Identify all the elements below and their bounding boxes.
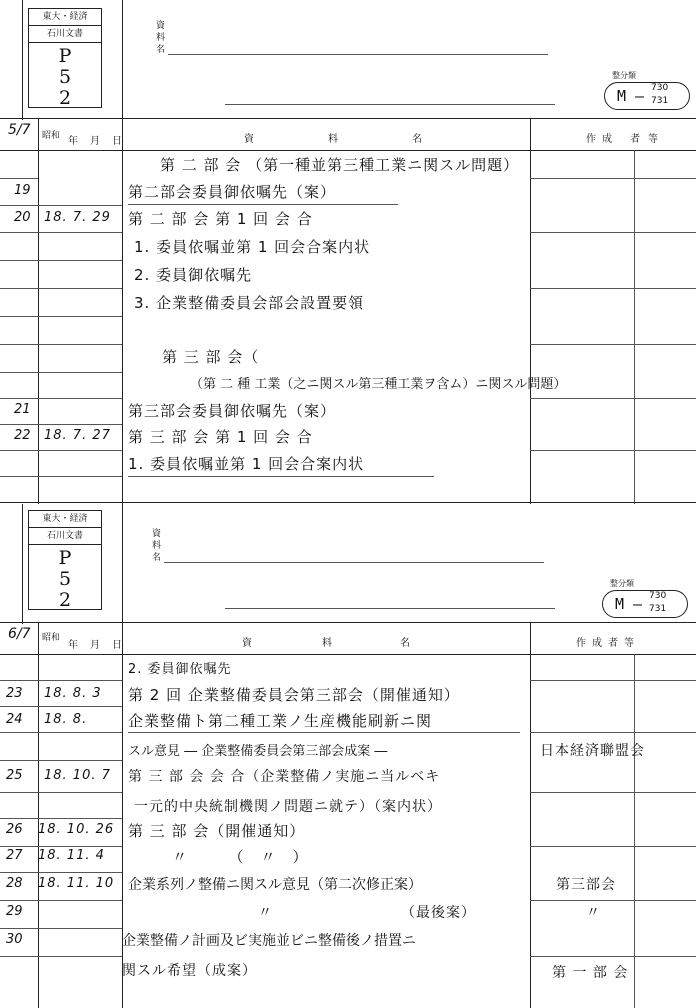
list-item: 1. 委員依嘱並第 1 回会合案内状 (128, 455, 365, 473)
year-label: 年 (68, 640, 78, 651)
row-rule (530, 288, 696, 289)
page-stamp: 6/7 (8, 626, 31, 642)
item-date: 18. 8. (44, 712, 88, 727)
item-number: 25 (6, 768, 23, 783)
title-header-2: 料 (328, 134, 338, 145)
list-item: 第二部会委員御依嘱先（案） (128, 183, 337, 201)
row-rule (530, 680, 696, 681)
item-number: 24 (6, 712, 23, 727)
author-header-1: 作 (576, 638, 586, 649)
row-rule (0, 424, 122, 425)
list-item: 企業整備ト第二種工業ノ生産機能刷新ニ関 (128, 712, 433, 730)
list-item: 2. 委員御依嘱先 (128, 662, 232, 677)
class-code-top: 730 (651, 83, 669, 93)
margin-line (22, 504, 23, 624)
row-rule (530, 792, 696, 793)
row-rule (0, 205, 122, 206)
header-top-line (0, 118, 696, 119)
underline (128, 732, 520, 733)
row-rule (0, 476, 122, 477)
day-label: 日 (112, 640, 122, 651)
material-label-2: 料 (152, 541, 162, 551)
author-header-3: 者 (630, 134, 640, 145)
material-label-2: 料 (156, 33, 166, 43)
list-item: （第 二 種 工業（之ニ関スル第三種工業ヲ含ム）ニ関スル問題） (190, 377, 567, 392)
class-code-main: M — (617, 87, 645, 105)
row-rule (0, 928, 122, 929)
day-label: 日 (112, 136, 122, 147)
item-date: 18. 11. 4 (38, 848, 105, 863)
material-underline (164, 562, 544, 563)
item-author: 日本経済聯盟会 (540, 743, 645, 759)
row-rule (0, 260, 122, 261)
list-item: 2. 委員御依嘱先 (134, 266, 253, 284)
item-number: 26 (6, 822, 23, 837)
author-header-4: 等 (648, 134, 658, 145)
title-header-1: 資 (242, 638, 252, 649)
header-bottom-line (0, 654, 696, 655)
row-rule (530, 846, 696, 847)
class-label: 整分類 (612, 71, 636, 80)
material-label-3: 名 (156, 45, 166, 55)
column-divider (38, 118, 39, 504)
archive-label: 東大・経済 (29, 9, 101, 26)
column-divider (530, 118, 531, 504)
row-rule (0, 344, 122, 345)
item-number: 27 (6, 848, 23, 863)
header-bottom-line (0, 150, 696, 151)
material-underline (168, 54, 548, 55)
row-rule (0, 178, 38, 179)
item-date: 18. 7. 27 (44, 428, 111, 443)
author-header-3: 者 (608, 638, 618, 649)
list-item: 〃 （最後案） (258, 905, 476, 921)
title-header-1: 資 (244, 134, 254, 145)
list-item: 企業系列ノ整備ニ関スル意見（第二次修正案） (128, 877, 422, 893)
archive-name: 石川文書 (29, 26, 101, 43)
row-rule (0, 372, 122, 373)
author-header-4: 等 (624, 638, 634, 649)
row-rule (0, 316, 122, 317)
archive-code-2: 5 (58, 568, 72, 590)
archive-code-1: P (58, 45, 72, 67)
column-divider (634, 654, 635, 1008)
month-label: 月 (90, 640, 100, 651)
material-underline (225, 608, 555, 609)
row-rule (0, 706, 122, 707)
list-item: 企業整備ノ計画及ビ実施並ビニ整備後ノ措置ニ (122, 933, 416, 949)
class-label: 整分類 (610, 579, 634, 588)
item-author: 第 一 部 会 (552, 965, 629, 981)
item-number: 20 (14, 210, 31, 225)
list-item: 第 三 部 会（開催通知） (128, 822, 306, 840)
author-header-2: 成 (602, 134, 612, 145)
era-label: 昭和 (42, 131, 61, 141)
row-rule (530, 178, 696, 179)
row-rule (0, 846, 122, 847)
item-number: 23 (6, 686, 23, 701)
header-top-line (0, 622, 696, 623)
archive-code-2: 5 (58, 66, 72, 88)
list-item: 〃 （ 〃 ） (172, 848, 309, 866)
author-header-1: 作 (586, 134, 596, 145)
row-rule (0, 818, 122, 819)
list-item: 第 三 部 会 会 合（企業整備ノ実施ニ当ルベキ (128, 769, 441, 785)
row-rule (530, 900, 696, 901)
row-rule (530, 956, 696, 957)
item-number: 28 (6, 876, 23, 891)
row-rule (0, 956, 122, 957)
list-item: 第 二 部 会 （第一種並第三種工業ニ関スル問題） (160, 156, 520, 174)
row-rule (0, 792, 122, 793)
class-code-bottom: 731 (649, 604, 667, 614)
item-author: 〃 (586, 905, 600, 921)
title-header-3: 名 (412, 134, 422, 145)
row-rule (0, 872, 122, 873)
list-item: 第 三 部 会 第 1 回 会 合 (128, 428, 313, 446)
row-rule (0, 900, 122, 901)
class-code-top: 730 (649, 591, 667, 601)
era-label: 昭和 (42, 633, 61, 643)
item-number: 29 (6, 904, 23, 919)
column-divider (122, 622, 123, 1008)
author-header-2: 成 (592, 638, 602, 649)
margin-line (122, 504, 123, 624)
underline (128, 204, 398, 205)
item-author: 第三部会 (556, 877, 616, 893)
item-date: 18. 10. 26 (38, 822, 115, 837)
archive-id-box (28, 8, 102, 108)
material-underline (225, 104, 555, 105)
list-item: スル意見 ― 企業整備委員会第三部会成案 ― (128, 744, 388, 759)
archive-label: 東大・経済 (29, 511, 101, 528)
item-number: 21 (14, 402, 31, 417)
row-rule (0, 680, 122, 681)
row-rule (530, 232, 696, 233)
row-rule (0, 732, 122, 733)
row-rule (530, 398, 696, 399)
list-item: 第 三 部 会（ (162, 348, 260, 366)
item-number: 19 (14, 183, 31, 198)
item-date: 18. 8. 3 (44, 686, 102, 701)
list-item: 第 二 部 会 第 1 回 会 合 (128, 210, 313, 228)
underline (128, 476, 434, 477)
archive-code-3: 2 (58, 87, 72, 109)
list-item: 第三部会委員御依嘱先（案） (128, 402, 337, 420)
index-sheet-2 (0, 504, 696, 1008)
list-item: 第 2 回 企業整備委員会第三部会（開催通知） (128, 686, 460, 704)
page-stamp: 5/7 (8, 122, 31, 138)
item-date: 18. 7. 29 (44, 210, 111, 225)
list-item: 一元的中央統制機関ノ問題ニ就テ）（案内状） (134, 799, 442, 815)
item-date: 18. 11. 10 (38, 876, 115, 891)
archive-code-3: 2 (58, 589, 72, 611)
row-rule (0, 450, 122, 451)
row-rule (0, 232, 122, 233)
class-code-oval (602, 590, 688, 618)
row-rule (530, 450, 696, 451)
month-label: 月 (90, 136, 100, 147)
list-item: 3. 企業整備委員会部会設置要領 (134, 294, 365, 312)
archive-id-box (28, 510, 102, 610)
margin-line (122, 0, 123, 120)
list-item: 関スル希望（成案） (122, 963, 257, 979)
row-rule (0, 398, 122, 399)
material-label-1: 資 (156, 21, 166, 31)
class-code-main: M — (615, 595, 643, 613)
sheet-bottom-line (0, 502, 696, 503)
title-header-3: 名 (400, 638, 410, 649)
material-label-1: 資 (152, 529, 162, 539)
class-code-oval (604, 82, 690, 110)
row-rule (0, 760, 122, 761)
column-divider (122, 118, 123, 504)
margin-line (22, 0, 23, 120)
archive-name: 石川文書 (29, 528, 101, 545)
list-item: 1. 委員依嘱並第 1 回会合案内状 (134, 238, 371, 256)
class-code-bottom: 731 (651, 96, 669, 106)
row-rule (0, 288, 122, 289)
row-rule (530, 732, 696, 733)
material-label-3: 名 (152, 553, 162, 563)
title-header-2: 料 (322, 638, 332, 649)
item-number: 22 (14, 428, 31, 443)
item-date: 18. 10. 7 (44, 768, 111, 783)
row-rule (530, 344, 696, 345)
archive-code-1: P (58, 547, 72, 569)
year-label: 年 (68, 136, 78, 147)
item-number: 30 (6, 932, 23, 947)
